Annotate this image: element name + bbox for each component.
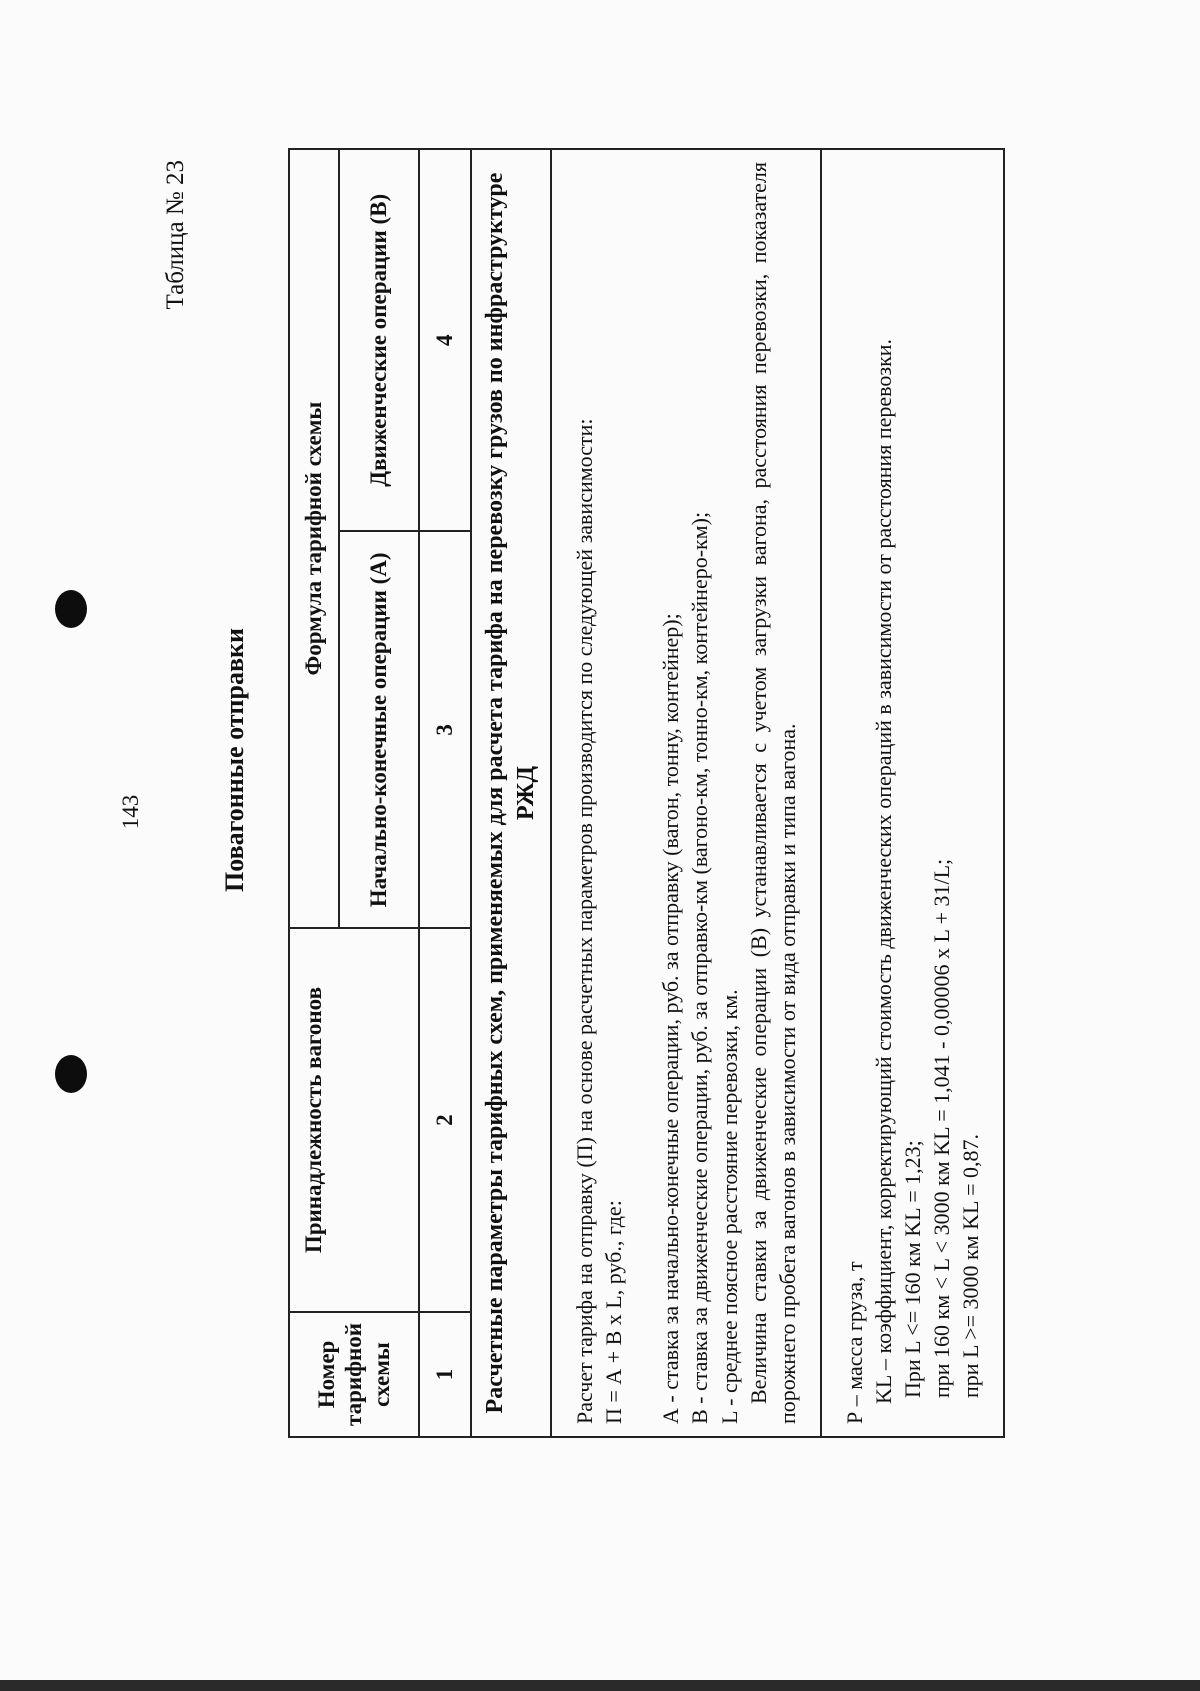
calc-intro: Расчет тарифа на отправку (П) на основе расчетных параметров производится по следующей зависимости: [572, 418, 598, 1424]
header-scheme-number: Номер тарифной схемы [289, 1312, 419, 1437]
def-l: L - среднее поясное расстояние перевозки, км. [716, 989, 742, 1424]
coefficient-block [821, 149, 1004, 1437]
calc-formula: П = А + В х L, руб., где: [601, 1200, 627, 1424]
header-formula: Формула тарифной схемы [289, 149, 339, 928]
section-title [471, 149, 551, 1437]
def-b: В - ставка за движенческие операции, руб. за отправко-км (вагоно-км, тонно-км, контейнеро-км); [687, 511, 713, 1424]
kl-case-1: При L <= 160 км KL = 1,23; [899, 1140, 925, 1398]
kl-case-3: при L >= 3000 км KL = 0,87. [957, 1133, 983, 1398]
header-movement-ops: Движенческие операции (В) [339, 149, 419, 532]
column-number-4: 4 [419, 149, 471, 532]
table-number: Таблица № 23 [162, 160, 189, 310]
calculation-block [551, 149, 820, 1437]
tariff-table [288, 148, 1005, 1438]
header-wagon-ownership: Принадлежность вагонов [289, 928, 419, 1312]
header-row-1 [289, 149, 339, 1437]
calculation-row [551, 149, 820, 1437]
section-row [471, 149, 551, 1437]
header-initial-final-ops: Начально-конечные операции (А) [339, 532, 419, 929]
column-number-2: 2 [419, 928, 471, 1312]
column-number-1: 1 [419, 1312, 471, 1437]
kl-case-2: при 160 км < L < 3000 км KL = 1,041 - 0,00006 х L + 31/L; [928, 858, 954, 1398]
p-definition: Р – масса груза, т [841, 1261, 867, 1424]
column-numbers-row [419, 149, 471, 1437]
page-title: Повагонные отправки [220, 628, 249, 892]
value-note: Величина ставки за движенческие операции (В) устанавливается с учетом загрузки вагона, расстояния перевозки, показателя порожнего пробега вагонов в зависимости от вида отправки и типа вагона. [745, 162, 800, 1424]
section-title-text: Расчетные параметры тарифных схем, применяемых для расчета тарифа на перевозку грузов по инфраструктуре РЖД [482, 172, 540, 1414]
kl-definition: KL – коэффициент, корректирующий стоимость движенческих операций в зависимости от расстояния перевозки. [870, 338, 896, 1404]
page-number: 143 [118, 794, 143, 830]
coefficient-row [821, 149, 1004, 1437]
def-a: А - ставка за начально-конечные операции, руб. за отправку (вагон, тонну, контейнер); [658, 613, 684, 1424]
column-number-3: 3 [419, 532, 471, 929]
